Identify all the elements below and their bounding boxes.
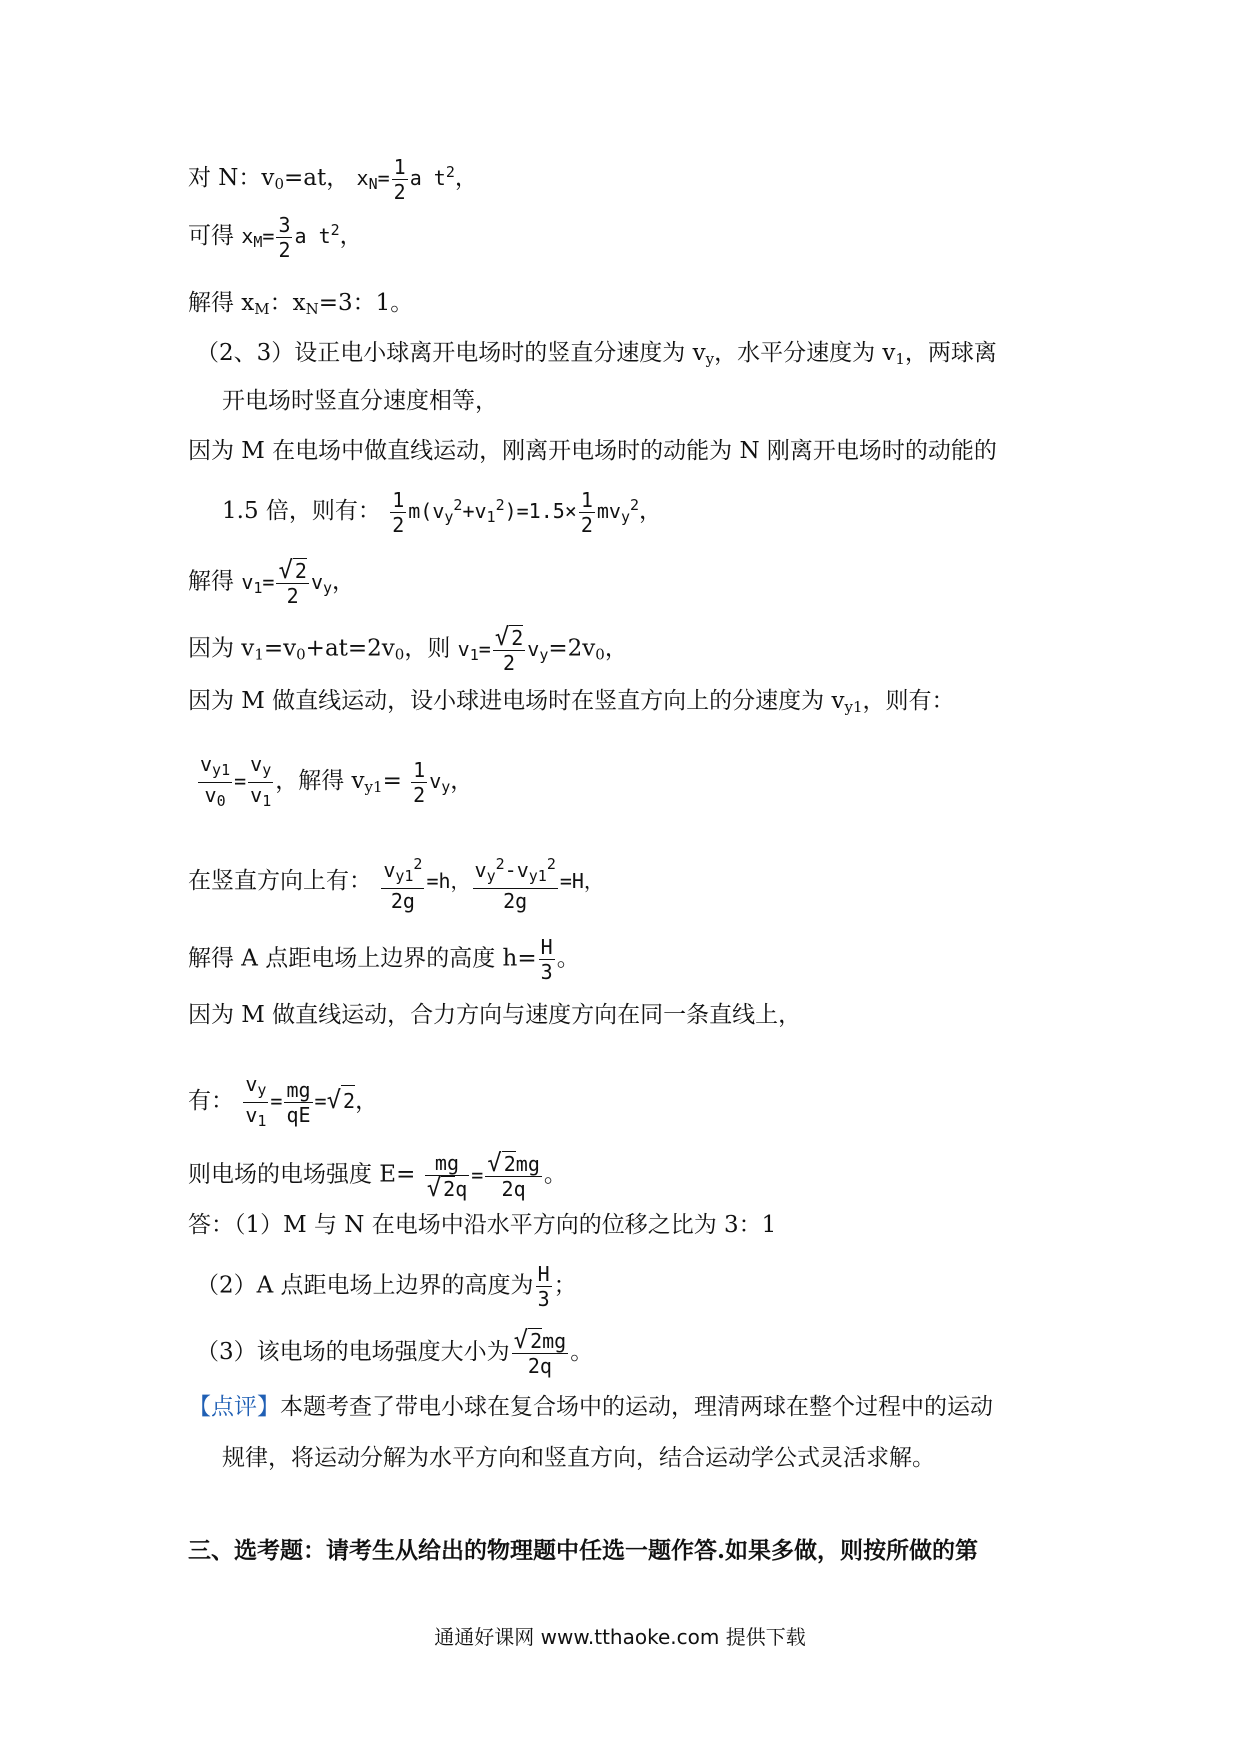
eq-line-3: 解得 $x_M$：$x_N=3$：1。 <box>188 290 414 318</box>
formula: $\frac{mg}{√ 2q}$ = $\frac{√ 2mg}{2q}$ <box>426 1149 540 1202</box>
answer-line: （2）A 点距电场上边界的高度为 $\frac{H}{3}$ ； <box>196 1262 577 1311</box>
eq-line-9: 因为 $v_1=v_0+at=2v_0$，则 $v_1=$ $\frac{√ 2}{2}$ $v_y=2v_0$， <box>188 623 628 675</box>
formula: $v_1=$ $\frac{√ 2}{2}$ $v_y$ <box>457 623 549 675</box>
eq-line-1 <box>188 155 478 204</box>
eq-line-8: 解得 $v_1=$ $\frac{√ 2}{2}$ $v_y$， <box>188 556 356 608</box>
eq-line-13: 解得 A 点距电场上边界的高度 h= $\frac{H}{3}$ 。 <box>188 935 580 984</box>
formula: $v_1=$ $\frac{√ 2}{2}$ $v_y$ <box>241 556 333 608</box>
eq-line-16: 则电场的电场强度 E= $\frac{mg}{√ 2q}$ = $\frac{√ 2mg}{2q}$ 。 <box>188 1149 567 1202</box>
eq-line-12: 在竖直方向上有： $\frac{v_{y1}^2}{2g}$ =h， $\frac{v_y^2-v_{y1}^2}{2g}$ =H， <box>188 852 604 913</box>
formula: $\frac{v_{y1}}{v_0}$ = $\frac{v_y}{v_1}$ <box>200 752 272 810</box>
para-line: 因为 M 做直线运动，设小球进电场时在竖直方向上的分速度为 $v_{y1}$，则有： <box>188 688 955 716</box>
eq-line-7: 1.5 倍，则有： $\frac{1}{2}$ $m(v_y^2+v_1^2)=1.5\times$ $\frac{1}{2}$ $mv_y^2$， <box>222 488 663 537</box>
eq-line-2 <box>188 213 363 262</box>
eq-line-11: $\frac{v_{y1}}{v_0}$ = $\frac{v_y}{v_1}$ ，解得 $v_{y1}=$ $\frac{1}{2}$ $v_y$， <box>196 752 473 813</box>
formula: $x_N=$ $\frac{1}{2}$ a $t^2$ <box>356 155 455 204</box>
eq-line-15: 有： $\frac{v_y}{v_1}$ = $\frac{mg}{qE}$ =√ 2， <box>188 1072 379 1130</box>
comment-tag: 【点评】 <box>188 1394 280 1420</box>
text: ， <box>339 223 363 249</box>
comment-line: 【点评】本题考查了带电小球在复合场中的运动，理清两球在整个过程中的运动 <box>188 1394 993 1420</box>
comment-line: 规律，将运动分解为水平方向和竖直方向，结合运动学公式灵活求解。 <box>222 1445 935 1471</box>
text: 对 N：v <box>188 165 275 191</box>
answer-line: 答：（1）M 与 N 在电场中沿水平方向的位移之比为 3：1 <box>188 1212 777 1238</box>
formula: $x_M=$ $\frac{3}{2}$ a $t^2$ <box>241 213 340 262</box>
text: 可得 <box>188 223 242 249</box>
text: ， <box>454 165 478 191</box>
para-line: （2、3）设正电小球离开电场时的竖直分速度为 $v_y$，水平分速度为 $v_1$，两球离 <box>196 340 997 368</box>
formula: $\frac{v_y}{v_1}$ = $\frac{mg}{qE}$ =√ 2 <box>245 1072 356 1130</box>
answer-line: （3）该电场的电场强度大小为 $\frac{√ 2mg}{2q}$ 。 <box>196 1326 594 1378</box>
text: =at， <box>283 165 350 191</box>
formula: $\frac{v_{y1}^2}{2g}$ =h， $\frac{v_y^2-v_{y1}^2}{2g}$ =H， <box>379 869 604 893</box>
formula: $\frac{1}{2}$ $m(v_y^2+v_1^2)=1.5\times$ $\frac{1}{2}$ $mv_y^2$ <box>392 488 640 537</box>
section-heading: 三、选考题：请考生从给出的物理题中任选一题作答.如果多做，则按所做的第 <box>188 1537 979 1564</box>
para-line: 开电场时竖直分速度相等， <box>222 388 498 414</box>
para-line: 因为 M 做直线运动，合力方向与速度方向在同一条直线上， <box>188 1002 802 1028</box>
para-line: 因为 M 在电场中做直线运动，刚离开电场时的动能为 N 刚离开电场时的动能的 <box>188 438 997 464</box>
footer: 通通好课网 www.tthaoke.com 提供下载 <box>434 1625 806 1649</box>
formula: $\frac{1}{2}$ $v_y$ <box>413 758 451 807</box>
subscript: 0 <box>274 175 284 193</box>
